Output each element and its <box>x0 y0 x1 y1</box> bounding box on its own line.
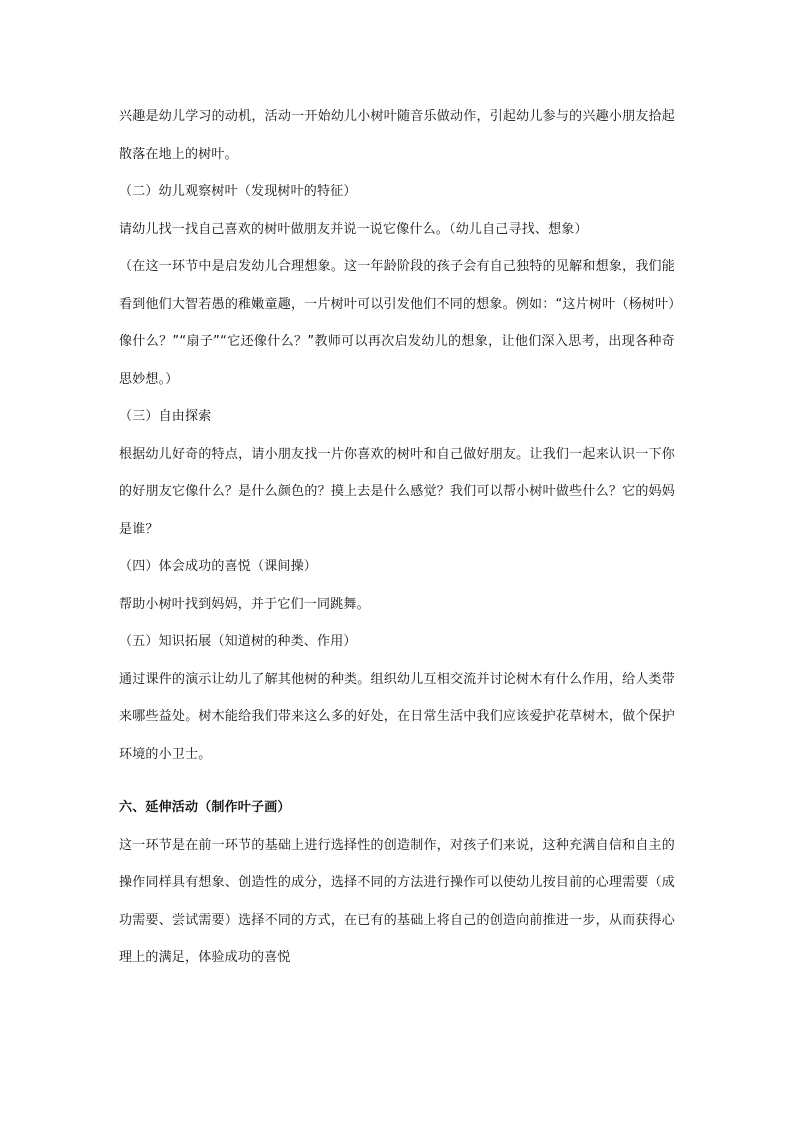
heading-free-exploration: （三）自由探索 <box>119 409 212 424</box>
paragraph-curiosity: 根据幼儿好奇的特点，请小朋友找一片你喜欢的树叶和自己做好朋友。让我们一起来认识一下你的好朋友它像什么？是什么颜色的？摸上去是什么感觉？我们可以帮小树叶做些什么？它的妈妈是谁？ <box>119 446 675 537</box>
heading-success-joy: （四）体会成功的喜悦（课间操） <box>119 559 318 574</box>
paragraph-find-mother: 帮助小树叶找到妈妈，并于它们一同跳舞。 <box>119 596 370 612</box>
document-body <box>119 98 675 977</box>
paragraph-tree-uses: 通过课件的演示让幼儿了解其他树的种类。组织幼儿互相交流并讨论树木有什么作用，给人类带来哪些益处。树木能给我们带来这么多的好处，在日常生活中我们应该爱护花草树木，做个保护环境的小卫士。 <box>119 671 675 762</box>
heading-knowledge-extension: （五）知识拓展（知道树的种类、作用） <box>119 634 357 649</box>
paragraph-imagination-note: （在这一环节中是启发幼儿合理想象。这一年龄阶段的孩子会有自己独特的见解和想象，我们能看到他们大智若愚的稚嫩童趣，一片树叶可以引发他们不同的想象。例如：“这片树叶（杨树叶）像什么？”“扇子”“它还像什么？”教师可以再次启发幼儿的想象，让他们深入思考，出现各种奇思妙想。） <box>119 259 675 387</box>
paragraph-interest-motivation: 兴趣是幼儿学习的动机，活动一开始幼儿小树叶随音乐做动作，引起幼儿参与的兴趣小朋友拾起散落在地上的树叶。 <box>119 109 675 162</box>
paragraph-find-leaf-friend: 请幼儿找一找自己喜欢的树叶做朋友并说一说它像什么。（幼儿自己寻找、想象） <box>119 221 588 237</box>
paragraph-leaf-painting: 这一环节是在前一环节的基础上进行选择性的创造制作，对孩子们来说，这种充满自信和自主的操作同样具有想象、创造性的成分，选择不同的方法进行操作可以使幼儿按目前的心理需要（成功需要、尝试需要）选择不同的方式，在已有的基础上将自己的创造向前推进一步，从而获得心理上的满足，体验成功的喜悦 <box>119 837 675 965</box>
section-title-extension-activity: 六、延伸活动（制作叶子画） <box>119 800 291 815</box>
heading-observe-leaves: （二）幼儿观察树叶（发现树叶的特征） <box>119 184 357 199</box>
